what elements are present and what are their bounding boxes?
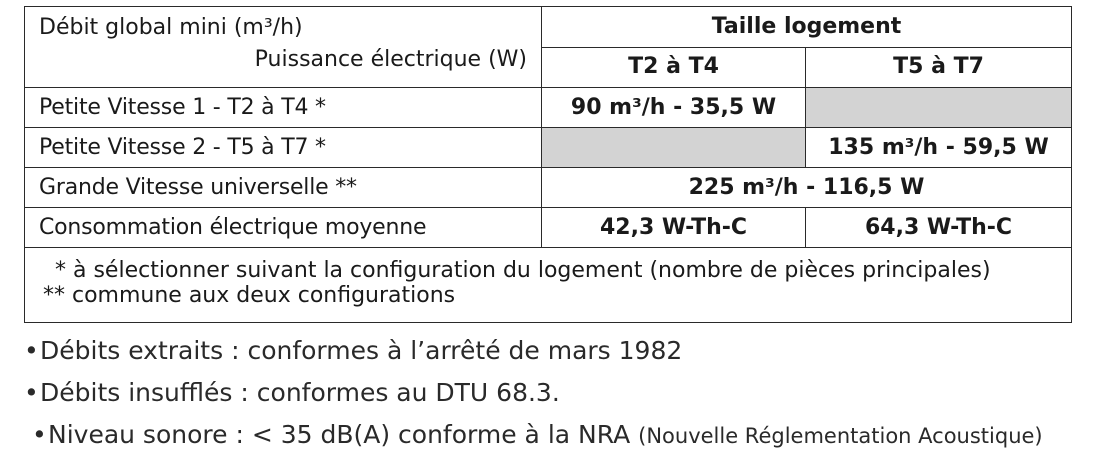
list-item bbox=[24, 372, 1043, 414]
value-cell: 135 m³/h - 59,5 W bbox=[806, 128, 1072, 168]
row-label-grande-vitesse: Grande Vitesse universelle ** bbox=[25, 168, 542, 208]
row-label-petite-vitesse-1: Petite Vitesse 1 - T2 à T4 * bbox=[25, 88, 542, 128]
table-row bbox=[25, 168, 1072, 208]
bullet-parenthetical: (Nouvelle Réglementation Acoustique) bbox=[638, 424, 1043, 448]
table-row bbox=[25, 208, 1072, 248]
list-item bbox=[24, 330, 1043, 372]
list-item bbox=[24, 414, 1043, 456]
header-power-label: Puissance électrique (W) bbox=[254, 47, 527, 72]
housing-size-header: Taille logement bbox=[542, 7, 1072, 48]
compliance-bullet-list bbox=[24, 330, 1043, 456]
bullet-text: Niveau sonore : < 35 dB(A) conforme à la NRA bbox=[48, 420, 639, 449]
footnote-double-star: ** commune aux deux configurations bbox=[43, 283, 456, 308]
value-cell: 64,3 W-Th-C bbox=[806, 208, 1072, 248]
table-header-row-1 bbox=[25, 7, 1072, 48]
value-cell: 42,3 W-Th-C bbox=[542, 208, 806, 248]
table-row bbox=[25, 128, 1072, 168]
bullet-text: Débits extraits : conformes à l’arrêté de mars 1982 bbox=[40, 336, 683, 365]
value-cell: 90 m³/h - 35,5 W bbox=[542, 88, 806, 128]
table-row bbox=[25, 88, 1072, 128]
bullet-icon: • bbox=[24, 378, 39, 407]
column-header-t5-t7: T5 à T7 bbox=[806, 47, 1072, 88]
ventilation-spec-table bbox=[24, 6, 1072, 323]
empty-grey-cell bbox=[542, 128, 806, 168]
bullet-text: Débits insufflés : conformes au DTU 68.3. bbox=[40, 378, 560, 407]
table-notes-row bbox=[25, 248, 1072, 323]
footnote-single-star: * à sélectionner suivant la configuration du logement (nombre de pièces principales) bbox=[55, 258, 991, 283]
merged-value-cell: 225 m³/h - 116,5 W bbox=[542, 168, 1072, 208]
row-label-petite-vitesse-2: Petite Vitesse 2 - T5 à T7 * bbox=[25, 128, 542, 168]
column-header-t2-t4: T2 à T4 bbox=[542, 47, 806, 88]
empty-grey-cell bbox=[806, 88, 1072, 128]
row-label-consommation: Consommation électrique moyenne bbox=[25, 208, 542, 248]
bullet-icon: • bbox=[32, 420, 47, 449]
table-notes-cell bbox=[25, 248, 1072, 323]
bullet-icon: • bbox=[24, 336, 39, 365]
header-flow-label: Débit global mini (m³/h) bbox=[39, 15, 303, 40]
header-row-label-cell bbox=[25, 7, 542, 88]
